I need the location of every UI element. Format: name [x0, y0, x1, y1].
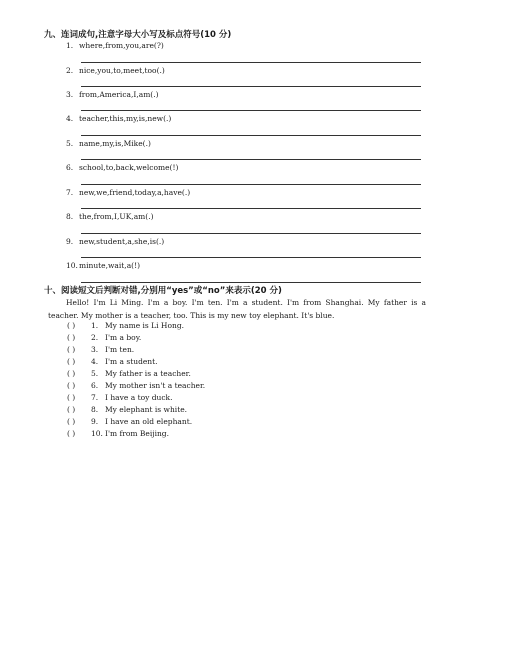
question-words: minute,wait,a(!): [79, 261, 141, 270]
item-statement: I'm a student.: [105, 357, 158, 366]
item-number: 3.: [91, 345, 99, 354]
item-statement: I have a toy duck.: [105, 393, 173, 402]
question-number: 5.: [66, 139, 74, 148]
item-statement: My name is Li Hong.: [105, 321, 185, 330]
answer-line-2[interactable]: [81, 86, 421, 87]
question-words: new,student,a,she,is(.): [79, 237, 165, 246]
answer-blank[interactable]: ( ): [67, 393, 76, 402]
question-number: 3.: [66, 90, 74, 99]
reorder-question-9: [66, 237, 164, 246]
answer-blank[interactable]: ( ): [67, 369, 76, 378]
item-number: 8.: [91, 405, 99, 414]
answer-line-3[interactable]: [81, 110, 421, 111]
answer-blank[interactable]: ( ): [67, 333, 76, 342]
reorder-question-3: [66, 90, 159, 99]
item-number: 10.: [91, 429, 103, 438]
judge-item-9: [67, 417, 192, 426]
answer-blank[interactable]: ( ): [67, 357, 76, 366]
reading-passage: Hello! I'm Li Ming. I'm a boy. I'm ten. I'm a student. I'm from Shanghai. My father is a teacher. My mother is a teacher, too. This is my new toy elephant. It's blue.: [48, 298, 426, 320]
item-number: 5.: [91, 369, 99, 378]
answer-blank[interactable]: ( ): [67, 405, 76, 414]
reorder-question-1: [66, 41, 164, 50]
item-number: 4.: [91, 357, 99, 366]
question-number: 9.: [66, 237, 74, 246]
item-number: 6.: [91, 381, 99, 390]
answer-line-9[interactable]: [81, 257, 421, 258]
answer-blank[interactable]: ( ): [67, 417, 76, 426]
section-9-heading: 九、连词成句,注意字母大小写及标点符号(10 分): [44, 30, 232, 40]
item-number: 1.: [91, 321, 99, 330]
question-number: 7.: [66, 188, 74, 197]
question-number: 1.: [66, 41, 74, 50]
item-number: 9.: [91, 417, 99, 426]
question-words: teacher,this,my,is,new(.): [79, 114, 172, 123]
question-number: 2.: [66, 66, 74, 75]
judge-item-7: [67, 393, 172, 402]
reorder-question-8: [66, 212, 154, 221]
judge-item-4: [67, 357, 158, 366]
item-statement: My mother isn't a teacher.: [105, 381, 206, 390]
item-statement: I'm from Beijing.: [105, 429, 169, 438]
judge-item-8: [67, 405, 187, 414]
item-statement: I'm a boy.: [105, 333, 142, 342]
answer-line-7[interactable]: [81, 208, 421, 209]
reorder-question-2: [66, 66, 165, 75]
judge-item-5: [67, 369, 191, 378]
item-statement: I'm ten.: [105, 345, 135, 354]
answer-blank[interactable]: ( ): [67, 381, 76, 390]
judge-item-10: [67, 429, 169, 438]
answer-blank[interactable]: ( ): [67, 345, 76, 354]
reorder-question-6: [66, 163, 178, 172]
answer-blank[interactable]: ( ): [67, 429, 76, 438]
question-words: new,we,friend,today,a,have(.): [79, 188, 191, 197]
question-words: from,America,I,am(.): [79, 90, 159, 99]
reorder-question-7: [66, 188, 190, 197]
item-statement: I have an old elephant.: [105, 417, 193, 426]
answer-line-10[interactable]: [81, 282, 421, 283]
item-number: 7.: [91, 393, 99, 402]
answer-line-8[interactable]: [81, 233, 421, 234]
answer-line-6[interactable]: [81, 184, 421, 185]
judge-item-3: [67, 345, 134, 354]
section-10-heading: 十、阅读短文后判断对错,分别用“yes”或“no”来表示(20 分): [44, 286, 282, 296]
item-number: 2.: [91, 333, 99, 342]
answer-line-4[interactable]: [81, 135, 421, 136]
answer-line-1[interactable]: [81, 62, 421, 63]
question-number: 6.: [66, 163, 74, 172]
item-statement: My father is a teacher.: [105, 369, 191, 378]
answer-blank[interactable]: ( ): [67, 321, 76, 330]
question-number: 4.: [66, 114, 74, 123]
question-words: school,to,back,welcome(!): [79, 163, 179, 172]
judge-item-6: [67, 381, 205, 390]
question-number: 8.: [66, 212, 74, 221]
question-words: the,from,I,UK,am(.): [79, 212, 154, 221]
question-words: where,from,you,are(?): [79, 41, 164, 50]
question-words: nice,you,to,meet,too(.): [79, 66, 165, 75]
reorder-question-10: [66, 261, 140, 270]
question-number: 10.: [66, 261, 78, 270]
item-statement: My elephant is white.: [105, 405, 188, 414]
answer-line-5[interactable]: [81, 159, 421, 160]
reorder-question-4: [66, 114, 171, 123]
judge-item-1: [67, 321, 184, 330]
reorder-question-5: [66, 139, 151, 148]
question-words: name,my,is,Mike(.): [79, 139, 151, 148]
judge-item-2: [67, 333, 141, 342]
